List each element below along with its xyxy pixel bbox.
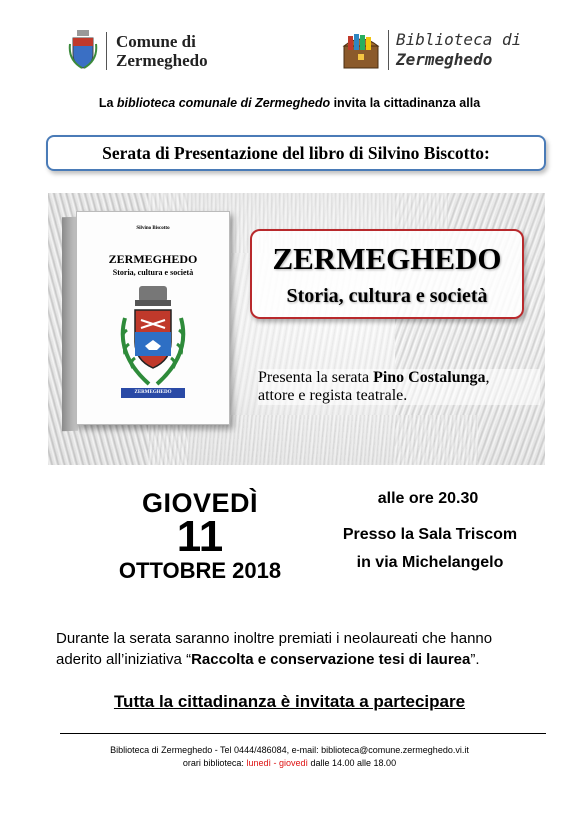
book-image (62, 211, 232, 431)
book-title: ZERMEGHEDO (108, 252, 198, 266)
invite-line (0, 96, 579, 110)
headline-subtitle: Storia, cultura e società (286, 285, 488, 307)
event-month-year: OTTOBRE 2018 (118, 558, 282, 583)
invite-italic: biblioteca comunale di Zermeghedo (116, 96, 331, 110)
presenter-role: attore e regista teatrale. (258, 387, 408, 404)
presenter-prefix: Presenta la serata (258, 369, 374, 386)
logo-divider (106, 32, 107, 70)
note-line2-prefix: aderito all’iniziativa “ (56, 651, 192, 668)
event-place-line1: Presso la Sala Triscom (342, 526, 518, 543)
banner (48, 193, 545, 465)
book-ribbon: ZERMEGHEDO (121, 388, 185, 398)
invite-prefix: La (98, 96, 117, 110)
book-cover (76, 211, 230, 425)
event-time: alle ore 20.30 (377, 490, 479, 507)
headline-box (250, 229, 524, 319)
biblioteca-name-line1: Biblioteca di (396, 30, 522, 49)
headline-title: ZERMEGHEDO (272, 241, 502, 276)
biblioteca-logo (340, 26, 540, 74)
note-initiative-name: Raccolta e conservazione tesi di laurea (191, 651, 471, 668)
note-line1: Durante la serata saranno inoltre premiati i neolaureati che hanno (56, 630, 493, 647)
comune-logo (68, 30, 238, 74)
book-chest-icon (340, 28, 382, 72)
event-day: GIOVEDÌ (141, 488, 259, 518)
event-place-line2: in via Michelangelo (356, 554, 504, 571)
book-subtitle: Storia, cultura e società (112, 268, 194, 277)
book-cover-crest-icon (107, 284, 199, 404)
comune-crest-icon (68, 30, 98, 70)
logo-divider (388, 30, 389, 70)
hours-days: lunedì - giovedì (246, 758, 308, 768)
footer-divider (60, 733, 546, 734)
comune-name-line2: Zermeghedo (116, 51, 208, 70)
hours-suffix: dalle 14.00 alle 18.00 (308, 758, 397, 768)
call-to-action: Tutta la cittadinanza è invitata a partecipare (113, 692, 466, 711)
event-title: Serata di Presentazione del libro di Silvino Biscotto: (46, 135, 546, 171)
event-date-number: 11 (176, 512, 224, 561)
comune-name-line1: Comune di (116, 32, 196, 51)
awards-note (56, 628, 536, 670)
hours-prefix: orari biblioteca: (182, 758, 247, 768)
footer-hours (0, 758, 579, 768)
biblioteca-name-line2: Zermeghedo (396, 50, 493, 69)
footer-contact: Biblioteca di Zermeghedo - Tel 0444/486084, e-mail: biblioteca@comune.zermeghedo.vi.it (110, 745, 469, 755)
invite-suffix: invita la cittadinanza alla (330, 96, 481, 110)
presenter-name: Pino Costalunga (373, 369, 486, 386)
book-author: Silvino Biscotto (136, 226, 170, 231)
note-line2-suffix: ”. (470, 651, 480, 668)
presenter-text: Presenta la serata Pino Costalunga, attore e regista teatrale. (258, 369, 540, 405)
